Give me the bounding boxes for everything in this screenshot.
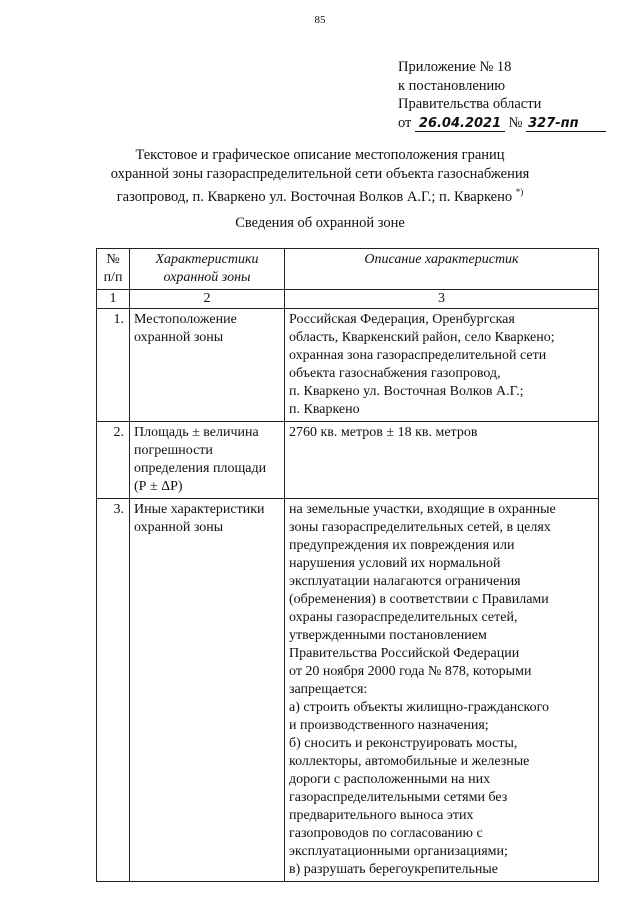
- page-number: 85: [314, 14, 326, 26]
- header-description-text: Описание характеристик: [364, 252, 519, 267]
- description-line: Правительства Российской Федерации: [289, 646, 520, 661]
- description-line: охранная зона газораспределительной сети: [289, 348, 547, 363]
- handwritten-date: 26.04.2021: [415, 117, 505, 132]
- description-line: в) разрушать берегоукрепительные: [289, 862, 499, 877]
- description-line: газопроводов по согласованию с: [289, 826, 483, 841]
- date-prefix: от: [398, 114, 412, 131]
- row-characteristic: Местоположение охранной зоны: [130, 309, 285, 422]
- description-line: эксплуатации налагаются ограничения: [289, 574, 521, 589]
- title-line-text: газопровод, п. Кваркено ул. Восточная Волков А.Г.; п. Кваркено: [116, 188, 513, 205]
- index-cell: 2: [130, 290, 285, 309]
- row-number: 2.: [97, 422, 130, 499]
- description-line: область, Кваркенский район, село Кваркено;: [289, 330, 555, 345]
- description-line: охраны газораспределительных сетей,: [289, 610, 518, 625]
- index-cell: 1: [97, 290, 130, 309]
- index-cell: 3: [285, 290, 599, 309]
- description-line: коллекторы, автомобильные и железные: [289, 754, 530, 769]
- header-number: № п/п: [97, 249, 130, 290]
- description-line: Российская Федерация, Оренбургская: [289, 312, 515, 327]
- description-line: нарушения условий их нормальной: [289, 556, 501, 571]
- header-characteristic-text: Характеристики охранной зоны: [155, 252, 259, 285]
- header-characteristic: [130, 249, 285, 290]
- description-line: предварительного выноса этих: [289, 808, 474, 823]
- description-line: эксплуатационными организациями;: [289, 844, 508, 859]
- description-line: на земельные участки, входящие в охранные: [289, 502, 556, 517]
- section-subtitle: Сведения об охранной зоне: [235, 215, 405, 231]
- row-characteristic: Иные характеристики охранной зоны: [130, 499, 285, 882]
- description-line: п. Кваркено: [289, 402, 360, 417]
- description-line: зоны газораспределительных сетей, в целях: [289, 520, 551, 535]
- row-description: [285, 309, 599, 422]
- row-number: 3.: [97, 499, 130, 882]
- appendix-date-line: [398, 114, 606, 133]
- row-number: 1.: [97, 309, 130, 422]
- handwritten-number: 327-пп: [526, 117, 606, 132]
- row-characteristic: Площадь ± величина погрешности определения площади (Р ± ΔР): [130, 422, 285, 499]
- footnote-mark: *): [515, 187, 524, 197]
- description-line: п. Кваркено ул. Восточная Волков А.Г.;: [289, 384, 524, 399]
- title-line: охранной зоны газораспределительной сети объекта газоснабжения: [110, 165, 530, 182]
- description-line: утвержденными постановлением: [289, 628, 487, 643]
- appendix-line-government: Правительства области: [398, 96, 542, 112]
- description-line: 2760 кв. метров ± 18 кв. метров: [289, 425, 478, 440]
- description-line: (обременения) в соответствии с Правилами: [289, 592, 549, 607]
- header-description: [285, 249, 599, 290]
- appendix-block: [398, 58, 606, 132]
- appendix-title: Приложение № 18: [398, 59, 512, 75]
- title-line: Текстовое и графическое описание местоположения границ: [135, 147, 505, 163]
- table-row: [97, 422, 599, 499]
- table-row: [97, 309, 599, 422]
- row-description: [285, 422, 599, 499]
- description-line: дороги с расположенными на них: [289, 772, 491, 787]
- protection-zone-table: [96, 248, 599, 882]
- description-line: от 20 ноября 2000 года № 878, которыми: [289, 664, 532, 679]
- document-title: [70, 146, 570, 206]
- description-line: и производственного назначения;: [289, 718, 489, 733]
- table-index-row: [97, 290, 599, 309]
- description-line: б) сносить и реконструировать мосты,: [289, 736, 518, 751]
- description-line: предупреждения их повреждения или: [289, 538, 515, 553]
- table-row: [97, 499, 599, 882]
- title-line: [70, 183, 570, 206]
- description-line: объекта газоснабжения газопровод,: [289, 366, 501, 381]
- description-line: газораспределительными сетями без: [289, 790, 508, 805]
- table-header-row: [97, 249, 599, 290]
- description-line: запрещается:: [289, 682, 368, 697]
- number-prefix: №: [508, 114, 523, 131]
- row-description: [285, 499, 599, 882]
- appendix-line-resolution: к постановлению: [398, 77, 506, 94]
- description-line: а) строить объекты жилищно-гражданского: [289, 700, 549, 715]
